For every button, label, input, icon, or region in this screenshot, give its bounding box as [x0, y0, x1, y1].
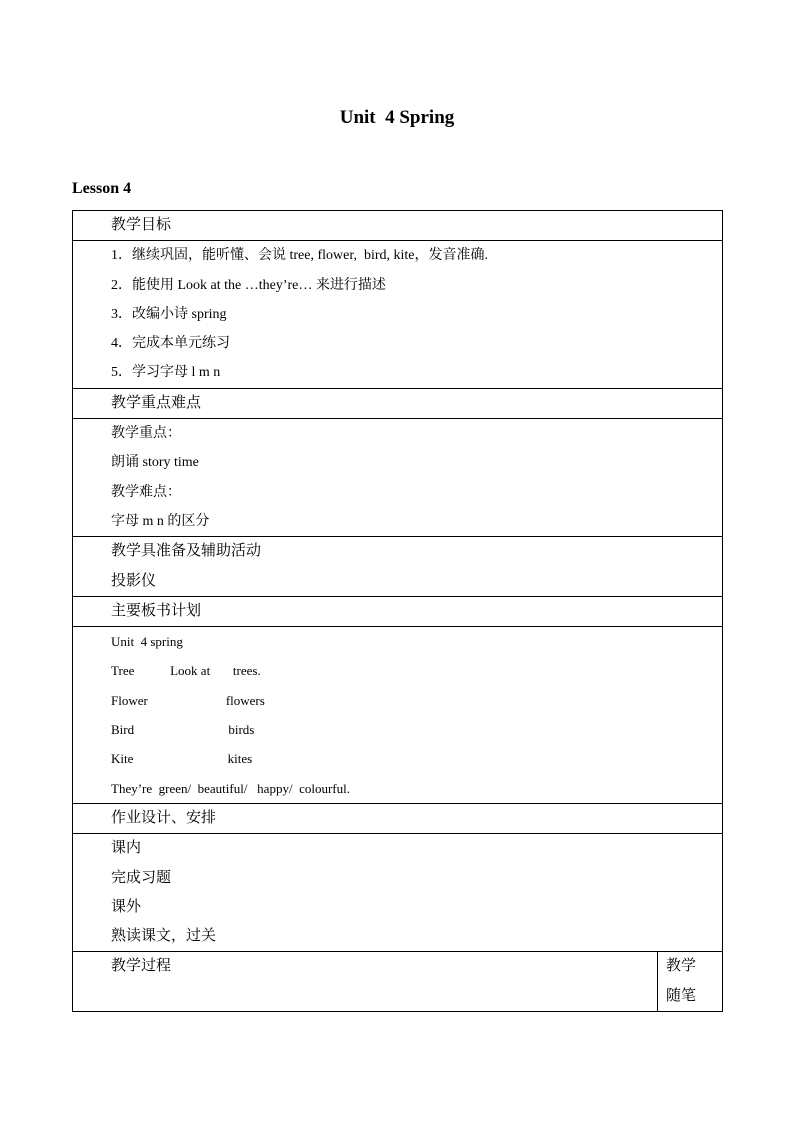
objective-item: 3．改编小诗 spring: [111, 306, 227, 322]
homework-header-row: [73, 803, 723, 833]
materials-value: 投影仪: [111, 572, 157, 589]
key-points-header-row: [73, 388, 723, 418]
homework-header-cell: [73, 803, 723, 833]
key-points-header: 教学重点难点: [111, 394, 202, 411]
key-points-line: 教学难点：: [111, 484, 181, 500]
board-plan-line: Bird birds: [111, 722, 255, 738]
page-title: Unit 4 Spring: [339, 107, 455, 128]
board-plan-content-cell: [73, 627, 723, 804]
board-plan-header-row: [73, 596, 723, 626]
homework-line: 课外: [111, 898, 142, 915]
key-points-line: 字母 m n 的区分: [111, 513, 210, 529]
materials-row: [73, 537, 723, 597]
materials-header: 教学具准备及辅助活动: [111, 543, 262, 560]
objectives-header-row: [73, 211, 723, 241]
homework-header: 作业设计、安排: [111, 809, 217, 826]
board-plan-header: 主要板书计划: [111, 602, 202, 619]
key-points-header-cell: [73, 388, 723, 418]
board-plan-line: Flower flowers: [111, 692, 265, 708]
key-points-line: 朗诵 story time: [111, 455, 199, 471]
board-plan-line: Tree Look at trees.: [111, 663, 261, 679]
board-plan-header-cell: [73, 596, 723, 626]
homework-line: 完成习题: [111, 869, 172, 886]
homework-line: 熟读课文，过关: [111, 928, 217, 945]
key-points-content-cell: [73, 419, 723, 537]
notes-cell: [658, 952, 723, 1012]
key-points-content-row: [73, 419, 723, 537]
board-plan-line: Unit 4 spring: [111, 634, 183, 650]
objective-item: 4．完成本单元练习: [111, 336, 230, 352]
process-row: [73, 952, 723, 1012]
notes-label-line2: 随笔: [666, 987, 697, 1004]
homework-content-cell: [73, 834, 723, 952]
lesson-plan-table: [72, 210, 723, 1012]
board-plan-line: They’re green/ beautiful/ happy/ colourful.: [111, 780, 350, 796]
objective-item: 1．继续巩固，能听懂、会说 tree, flower, bird, kite，发音准确.: [111, 248, 489, 264]
notes-label-line1: 教学: [666, 958, 697, 975]
process-header: 教学过程: [111, 958, 172, 975]
objective-item: 5．学习字母 l m n: [111, 365, 221, 381]
board-plan-content-row: [73, 627, 723, 804]
objectives-header-cell: [73, 211, 723, 241]
homework-content-row: [73, 834, 723, 952]
materials-cell: [73, 537, 723, 597]
board-plan-line: Kite kites: [111, 751, 253, 767]
process-cell: [73, 952, 658, 1012]
objectives-content-row: [73, 241, 723, 388]
objectives-content-cell: [73, 241, 723, 388]
lesson-heading: Lesson 4: [72, 180, 132, 197]
objectives-header: 教学目标: [111, 217, 172, 233]
objective-item: 2．能使用 Look at the …they’re… 来进行描述: [111, 277, 386, 293]
key-points-line: 教学重点：: [111, 426, 181, 442]
homework-line: 课内: [111, 840, 142, 857]
